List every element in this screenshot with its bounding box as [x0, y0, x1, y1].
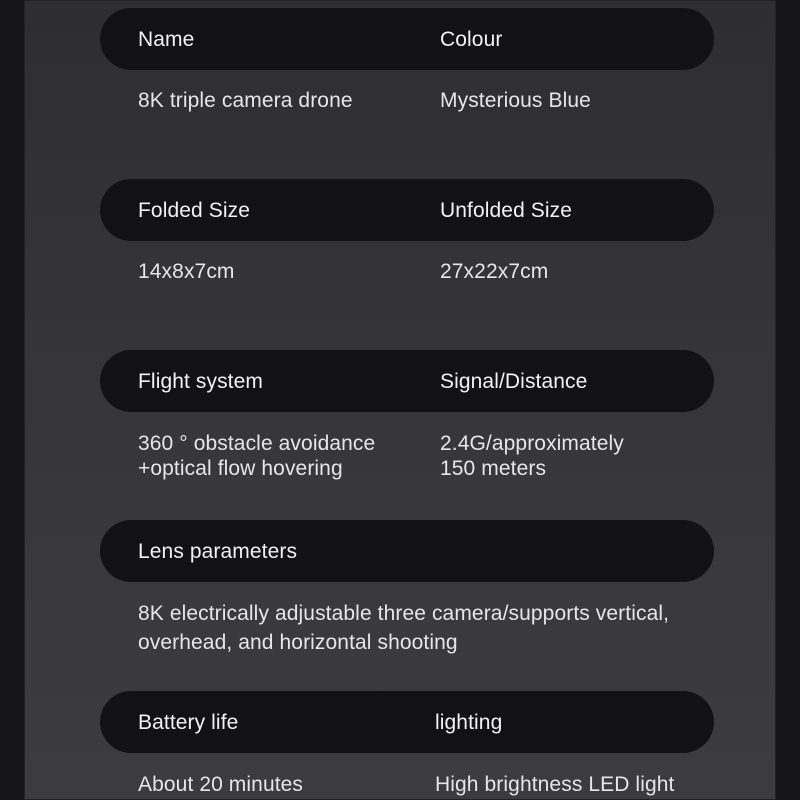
- spec-header-name: Name: [138, 28, 195, 51]
- spec-header-battery-life: Battery life: [138, 711, 239, 734]
- spec-value-signal-distance-line2: 150 meters: [440, 457, 547, 480]
- spec-header-signal-distance: Signal/Distance: [440, 370, 588, 393]
- spec-value-battery-life: About 20 minutes: [138, 773, 304, 796]
- spec-header-flight-system: Flight system: [138, 370, 263, 393]
- spec-value-folded-size: 14x8x7cm: [138, 260, 235, 283]
- spec-value-lighting: High brightness LED light: [435, 773, 675, 796]
- spec-header-lens-parameters: Lens parameters: [138, 540, 298, 563]
- spec-value-signal-distance-line1: 2.4G/approximately: [440, 432, 624, 455]
- right-edge: [776, 0, 800, 800]
- spec-header-colour: Colour: [440, 28, 503, 51]
- spec-value-flight-system-line2: +optical flow hovering: [138, 457, 343, 480]
- spec-value-colour: Mysterious Blue: [440, 89, 591, 112]
- spec-value-unfolded-size: 27x22x7cm: [440, 260, 549, 283]
- spec-value-flight-system-line1: 360 ° obstacle avoidance: [138, 432, 376, 455]
- spec-value-name: 8K triple camera drone: [138, 89, 353, 112]
- spec-header-lighting: lighting: [435, 711, 503, 734]
- spec-header-unfolded-size: Unfolded Size: [440, 199, 573, 222]
- spec-value-lens-line2: overhead, and horizontal shooting: [138, 631, 458, 654]
- spec-header-folded-size: Folded Size: [138, 199, 250, 222]
- spec-value-lens-line1: 8K electrically adjustable three camera/supports vertical,: [138, 602, 670, 625]
- left-edge: [0, 0, 24, 800]
